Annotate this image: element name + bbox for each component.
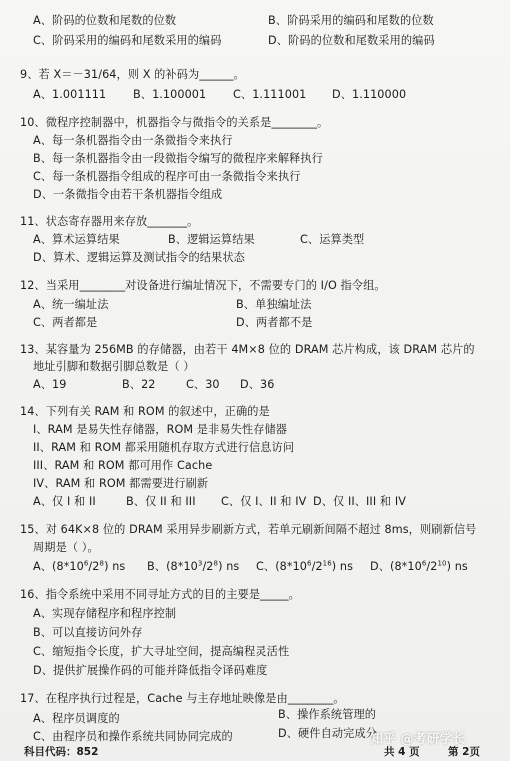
question-17-option-b: B、操作系统管理的 [278,708,377,721]
question-14-statement-1: I、RAM 是易失性存储器，ROM 是非易失性存储器 [33,423,288,436]
question-15-stem-line-2: 周期是（ ）。 [33,541,99,554]
page-number: 第 2页 [448,746,480,758]
question-12-option-d: D、两者都不是 [236,316,313,329]
question-11-option-a: A、算术运算结果 [33,233,120,246]
question-14-statement-4: IV、RAM 和 ROM 都需要进行刷新 [33,477,209,490]
option-b: B、阶码采用的编码和尾数的位数 [268,14,434,27]
question-15-option-b: B、$(8*10^3/2^8)$ ns [147,559,240,573]
question-14-option-a: A、仅 I 和 II [33,495,96,508]
question-13-stem-line-1: 13、某容量为 256MB 的存储器，由若干 4M×8 位的 DRAM 芯片构成，该 DRAM 芯片的 [20,343,475,356]
question-17-option-a: A、程序员调度的 [33,712,120,725]
question-17-option-c: C、由程序员和操作系统共同协同完成的 [33,730,233,743]
question-10-stem: 10、微程序控制器中，机器指令与微指令的关系是________。 [20,116,329,129]
question-12-stem: 12、当采用________对设备进行编址情况下，不需要专门的 I/O 指令组。 [20,279,386,292]
question-13-option-a: A、19 [33,378,67,391]
option-d: D、阶码的位数和尾数采用的编码 [268,34,435,47]
question-9-option-c: C、1.111001 [233,88,307,101]
question-14-statement-3: III、RAM 和 ROM 都可用作 Cache [33,459,213,472]
question-17-stem: 17、在程序执行过程是，Cache 与主存地址映像是由________。 [20,692,345,705]
question-15-stem-line-1: 15、对 64K×8 位的 DRAM 采用异步刷新方式，若单元刷新间隔不超过 8ms，则刷新信号 [20,523,477,536]
question-10-option-d: D、一条微指令由若干条机器指令组成 [33,188,223,201]
question-9-option-a: A、1.001111 [33,88,107,101]
question-13-stem-line-2: 地址引脚和数据引脚总数是（ ） [33,360,195,373]
question-14-option-b: B、仅 II 和 III [126,495,196,508]
question-14-stem: 14、下列有关 RAM 和 ROM 的叙述中，正确的是 [20,405,270,418]
question-11-option-c: C、运算类型 [300,233,365,246]
question-10-option-c: C、每一条机器指令组成的程序可由一条微指令来执行 [33,170,301,183]
question-10-option-b: B、每一条机器指令由一段微指令编写的微程序来解释执行 [33,152,323,165]
question-15-option-c: C、$(8*10^6/2^{16})$ ns [256,559,354,573]
question-16-option-a: A、实现存储程序和程序控制 [33,607,177,620]
question-9-option-b: B、1.100001 [133,88,207,101]
question-9-option-d: D、1.110000 [332,88,407,101]
question-13-option-c: C、30 [186,378,220,391]
page-total: 共 4 页 [384,746,420,758]
question-11-option-b: B、逻辑运算结果 [168,233,255,246]
question-16-stem: 16、指令系统中采用不同寻址方式的目的主要是_____。 [20,588,300,601]
question-9-stem: 9、若 X＝－31/64，则 X 的补码为______。 [20,68,245,81]
question-15-option-a: A、$(8*10^6/2^8)$ ns [33,559,126,573]
question-16-option-d: D、提供扩展操作码的可能并降低指令译码难度 [33,664,268,677]
question-14-statement-2: II、RAM 和 ROM 都采用随机存取方式进行信息访问 [33,441,295,454]
question-17-option-d: D、硬件自动完成分 [278,727,378,740]
question-10-option-a: A、每一条机器指令由一条微指令来执行 [33,134,233,147]
question-14-option-c: C、仅 I、II 和 IV [221,495,307,508]
question-15-option-d: D、$(8*10^6/2^{10})$ ns [370,559,468,573]
question-14-option-d: D、仅 II、III 和 IV [313,495,406,508]
question-13-option-d: D、36 [240,378,275,391]
zhihu-watermark: 知乎 @考研学长 [370,732,466,747]
question-12-option-a: A、统一编址法 [33,298,109,311]
question-12-option-b: B、单独编址法 [236,298,312,311]
option-a: A、阶码的位数和尾数的位数 [33,14,177,27]
question-11-option-d: D、算术、逻辑运算及测试指令的结果状态 [33,251,245,264]
question-11-stem: 11、状态寄存器用来存放_______。 [20,215,199,228]
question-16-option-b: B、可以直接访问外存 [33,626,143,639]
question-12-option-c: C、两者都是 [33,316,98,329]
question-13-option-b: B、22 [122,378,156,391]
option-c: C、阶码采用的编码和尾数采用的编码 [33,34,222,47]
subject-code: 科目代码：852 [24,746,99,758]
question-16-option-c: C、缩短指令长度，扩大寻址空间，提高编程灵活性 [33,645,290,658]
